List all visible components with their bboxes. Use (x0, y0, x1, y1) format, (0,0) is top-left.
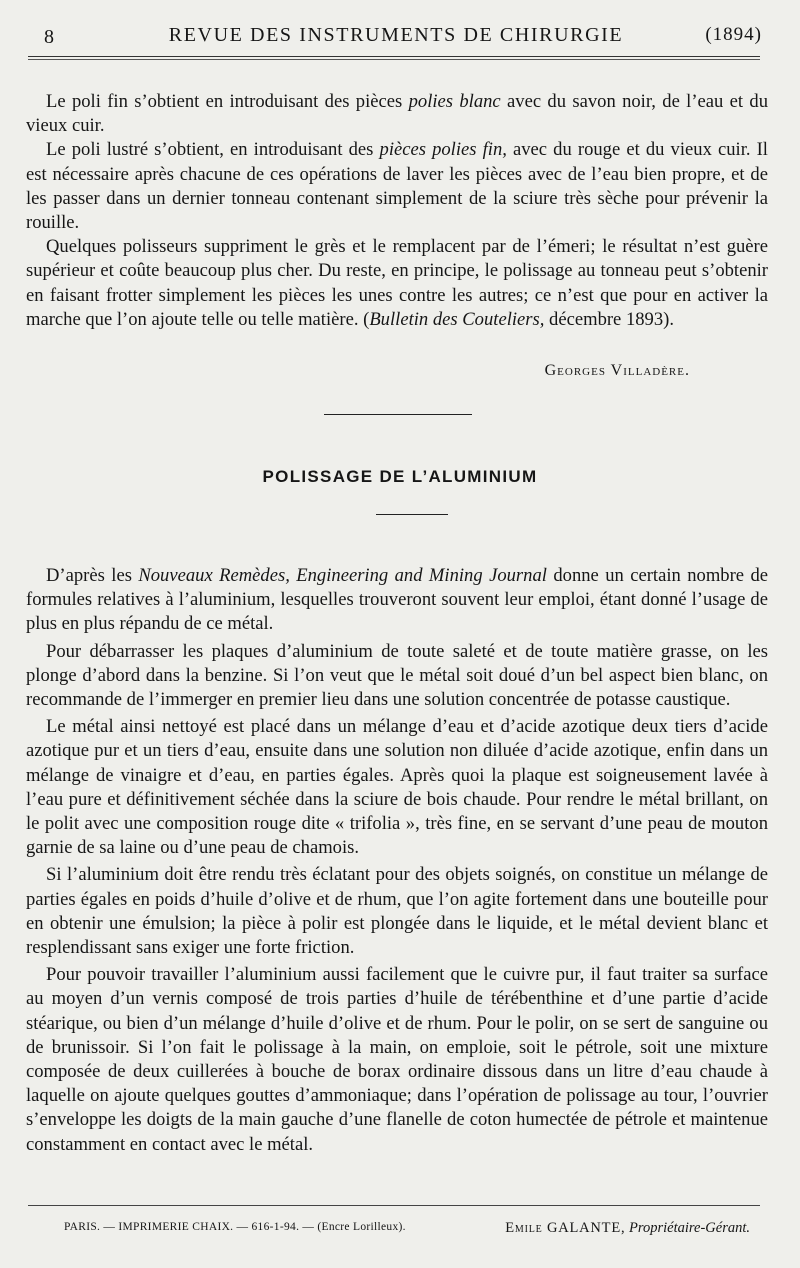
paragraph: Pour débarrasser les plaques d’aluminium de toute saleté et de toute matière grasse, on les plonge d’abord dans la benzine. Si l’on veut que le métal soit doué d’un bel aspect bien blanc, on recommande de l’immerger en premier lieu dans une solution concentrée de potasse caustique. (26, 640, 768, 711)
section-divider (324, 414, 472, 415)
footer-rule (28, 1205, 760, 1206)
publisher-role: Propriétaire-Gérant. (629, 1220, 750, 1236)
previous-article-text (26, 90, 768, 332)
paragraph: Si l’aluminium doit être rendu très éclatant pour des objets soignés, on constitue un mélange de parties égales en poids d’huile d’olive et de rhum, que l’on agite fortement dans une bouteille pour en obtenir une émulsion; la pièce à polir est plongée dans le liquide, et le métal devient blanc et resplendissant sans exiger une forte friction. (26, 864, 768, 959)
header-rule (28, 56, 760, 60)
author-signature: Georges Villadère. (544, 362, 690, 379)
printer-imprint: PARIS. — IMPRIMERIE CHAIX. — 616-1-94. — (Encre Lorilleux). (64, 1221, 406, 1233)
year-label: (1894) (705, 24, 762, 45)
article-title: POLISSAGE DE L’ALUMINIUM (262, 467, 538, 486)
paragraph: Le métal ainsi nettoyé est placé dans un mélange d’eau et d’acide azotique deux tiers d’acide azotique pur et un tiers d’eau, ensuite dans une solution non diluée d’acide azotique, enfin dans un mélange de vinaigre et d’eau, en parties égales. Après quoi la plaque est soigneusement lavée à l’eau pure et définitivement séchée dans la sciure de bois chaude. Pour rendre le métal brillant, on le polit avec une composition rouge dite « trifolia », très fine, en se servant d’une peau de mouton garnie de sa laine ou d’une peau de chamois. (26, 716, 768, 859)
title-underline (376, 514, 448, 515)
paragraph: Le poli lustré s’obtient, en introduisant des pièces polies fin, avec du rouge et du vieux cuir. Il est nécessaire après chacune de ces opérations de laver les pièces avec de l’eau bien propre, et de les passer dans un dernier tonneau contenant simplement de la sciure très sèche pour prévenir la rouille. (26, 139, 768, 234)
page-number: 8 (44, 26, 54, 48)
article-body (26, 564, 768, 1160)
page-header (30, 22, 762, 50)
page-footer (32, 1220, 760, 1242)
publisher-credit (505, 1220, 750, 1237)
paragraph: Quelques polisseurs suppriment le grès et le remplacent par de l’émeri; le résultat n’est guère supérieur et coûte beaucoup plus cher. Du reste, en principe, le polissage au tonneau peut s’obtenir en faisant frotter simplement les pièces les unes contre les autres; ce n’est que pour en activer la marche que l’on ajoute telle ou telle matière. (Bulletin des Couteliers, décembre 1893). (26, 236, 768, 330)
paragraph: Pour pouvoir travailler l’aluminium aussi facilement que le cuivre pur, il faut traiter sa surface au moyen d’un vernis composé de trois parties d’huile de térébenthine et d’une partie d’acide stéarique, ou bien d’un mélange d’huile d’olive et de rhum. Pour le polir, on se sert de sanguine ou de brunissoir. Si l’on fait le polissage à la main, on emploie, soit le pétrole, soit une mixture composée de deux cuillerées à bouche de borax ordinaire dissous dans un litre d’eau chaude à laquelle on ajoute quelques gouttes d’ammoniaque; dans l’opération de polissage au tour, l’ouvrier s’enveloppe les doigts de la main gauche d’une flanelle de coton humectée de pétrole et maintenue constamment en contact avec le métal. (26, 964, 768, 1155)
publisher-name: Emile GALANTE, (505, 1220, 626, 1236)
running-title: REVUE DES INSTRUMENTS DE CHIRURGIE (168, 24, 624, 46)
paragraph: Le poli fin s’obtient en introduisant des pièces polies blanc avec du savon noir, de l’eau et du vieux cuir. (26, 91, 769, 137)
paragraph: D’après les Nouveaux Remèdes, Engineering and Mining Journal donne un certain nombre de formules relatives à l’aluminium, lesquelles trouveront souvent leur emploi, étant donné l’usage de plus en plus répandu de ce métal. (26, 565, 768, 635)
